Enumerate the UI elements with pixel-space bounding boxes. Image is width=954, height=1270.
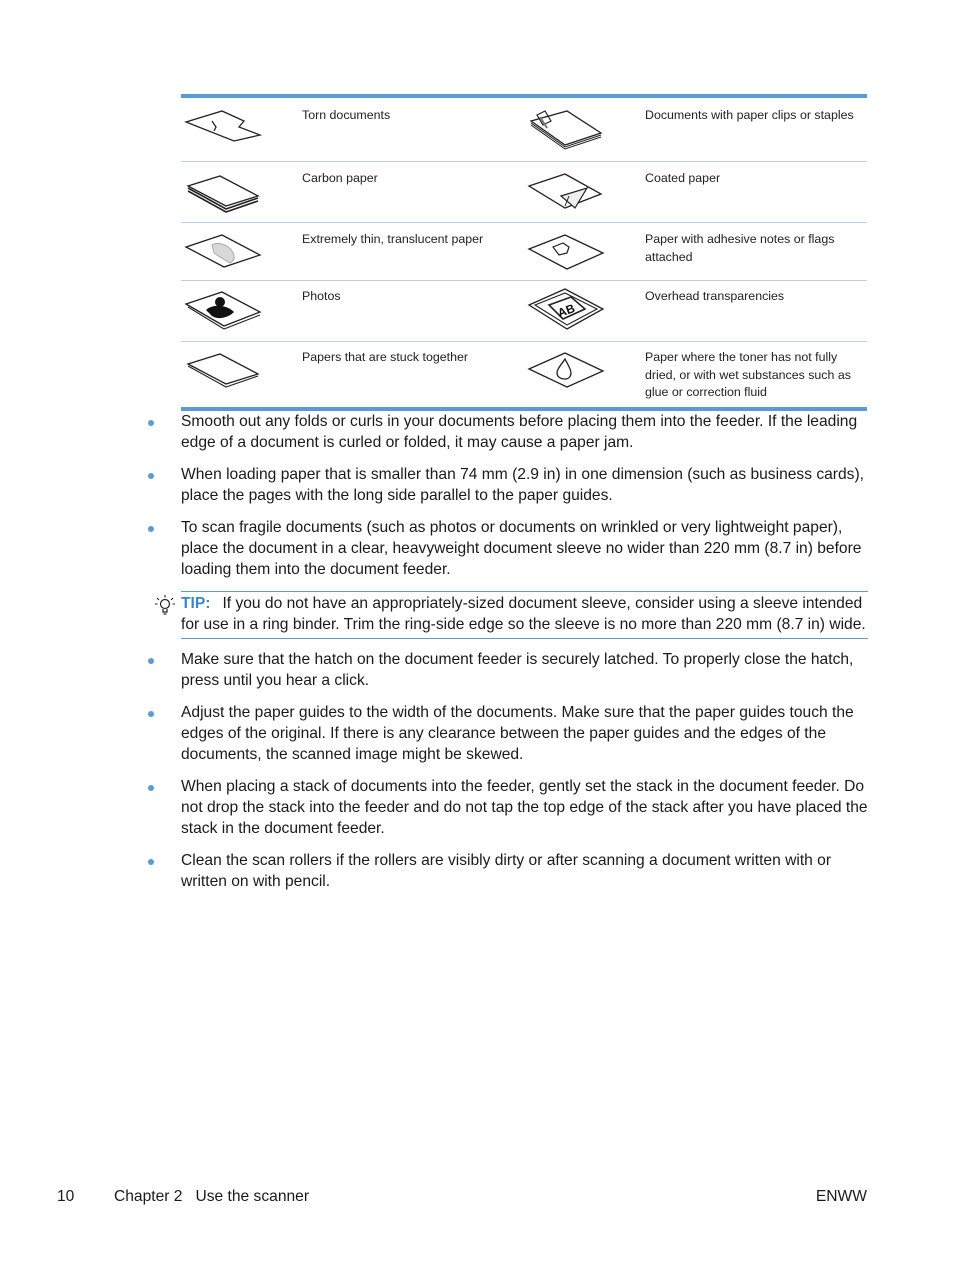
chapter-title: Chapter 2 Use the scanner bbox=[114, 1188, 310, 1205]
bullet-icon bbox=[148, 526, 154, 532]
list-item bbox=[146, 411, 868, 453]
table-cell-label: Extremely thin, translucent paper bbox=[302, 232, 484, 246]
table-cell-label: Photos bbox=[302, 289, 341, 303]
list-item-text: When loading paper that is smaller than 74 mm (2.9 in) in one dimension (such as business cards), place the pages with the long side parallel to the paper guides. bbox=[181, 466, 864, 504]
table-row bbox=[181, 98, 867, 161]
table-cell-label: Documents with paper clips or staples bbox=[645, 108, 854, 122]
list-item bbox=[146, 464, 868, 506]
translucent-paper-icon bbox=[184, 231, 284, 271]
wet-toner-icon bbox=[527, 349, 627, 389]
coated-paper-icon bbox=[527, 170, 627, 214]
bullet-icon bbox=[148, 473, 154, 479]
table-cell-label: Coated paper bbox=[645, 171, 721, 185]
paper-clip-document-icon bbox=[527, 107, 627, 151]
table-cell-label: Papers that are stuck together bbox=[302, 350, 468, 364]
list-item bbox=[146, 702, 868, 765]
list-item bbox=[146, 776, 868, 839]
adhesive-note-icon bbox=[527, 231, 627, 271]
bullet-icon bbox=[148, 711, 154, 717]
table-row bbox=[181, 341, 867, 407]
unsupported-documents-table bbox=[181, 94, 867, 411]
table-cell-label: Overhead transparencies bbox=[645, 289, 785, 303]
bullet-icon bbox=[148, 859, 154, 865]
list-item-text: When placing a stack of documents into the feeder, gently set the stack in the document feeder. Do not drop the stack into the feeder and do not tap the top edge of the stack after you have placed the stack in the document feeder. bbox=[181, 778, 868, 837]
table-cell-label: Paper with adhesive notes or flags attached bbox=[645, 232, 835, 264]
carbon-paper-icon bbox=[184, 170, 284, 214]
table-row bbox=[181, 222, 867, 280]
bullet-icon bbox=[148, 785, 154, 791]
table-cell-label: Torn documents bbox=[302, 108, 391, 122]
table-row bbox=[181, 280, 867, 341]
list-item-text: To scan fragile documents (such as photos or documents on wrinkled or very lightweight paper), place the document in a clear, heavyweight document sleeve no wider than 220 mm (8.7 in) before loading them into the document feeder. bbox=[181, 519, 862, 578]
list-item bbox=[146, 517, 868, 580]
photo-icon bbox=[184, 288, 284, 332]
list-item-text: Smooth out any folds or curls in your documents before placing them into the feeder. If the leading edge of a document is curled or folded, it may cause a paper jam. bbox=[181, 413, 858, 451]
list-item-text: Clean the scan rollers if the rollers are visibly dirty or after scanning a document written with or written on with pencil. bbox=[181, 852, 832, 890]
lightbulb-icon bbox=[154, 594, 176, 624]
bullet-icon bbox=[148, 420, 154, 426]
list-item-text: Make sure that the hatch on the document feeder is securely latched. To properly close the hatch, press until you hear a click. bbox=[181, 651, 854, 689]
list-item-text: Adjust the paper guides to the width of the documents. Make sure that the paper guides touch the edges of the original. If there is any clearance between the paper guides and the edges of the documents, the scanned image might be skewed. bbox=[181, 704, 854, 763]
bullet-icon bbox=[148, 658, 154, 664]
table-row bbox=[181, 161, 867, 222]
torn-document-icon bbox=[184, 107, 284, 143]
list-item bbox=[146, 649, 868, 691]
guidelines-list bbox=[146, 411, 868, 903]
footer-label: ENWW bbox=[815, 1188, 867, 1205]
tip-text: If you do not have an appropriately-sized document sleeve, consider using a sleeve intended for use in a ring binder. Trim the ring-side edge so the sleeve is no more than 220 mm (8.7 in) wide. bbox=[181, 595, 866, 633]
stuck-papers-icon bbox=[184, 350, 284, 390]
table-cell-label: Paper where the toner has not fully dried, or with wet substances such as glue or correction fluid bbox=[645, 350, 851, 399]
page-number: 10 bbox=[57, 1188, 75, 1205]
tip-box bbox=[181, 591, 868, 639]
svg-text:AB: AB bbox=[555, 301, 577, 321]
transparency-icon bbox=[527, 285, 627, 333]
tip-label: TIP: bbox=[181, 595, 211, 612]
list-item bbox=[146, 850, 868, 892]
table-cell-label: Carbon paper bbox=[302, 171, 378, 185]
